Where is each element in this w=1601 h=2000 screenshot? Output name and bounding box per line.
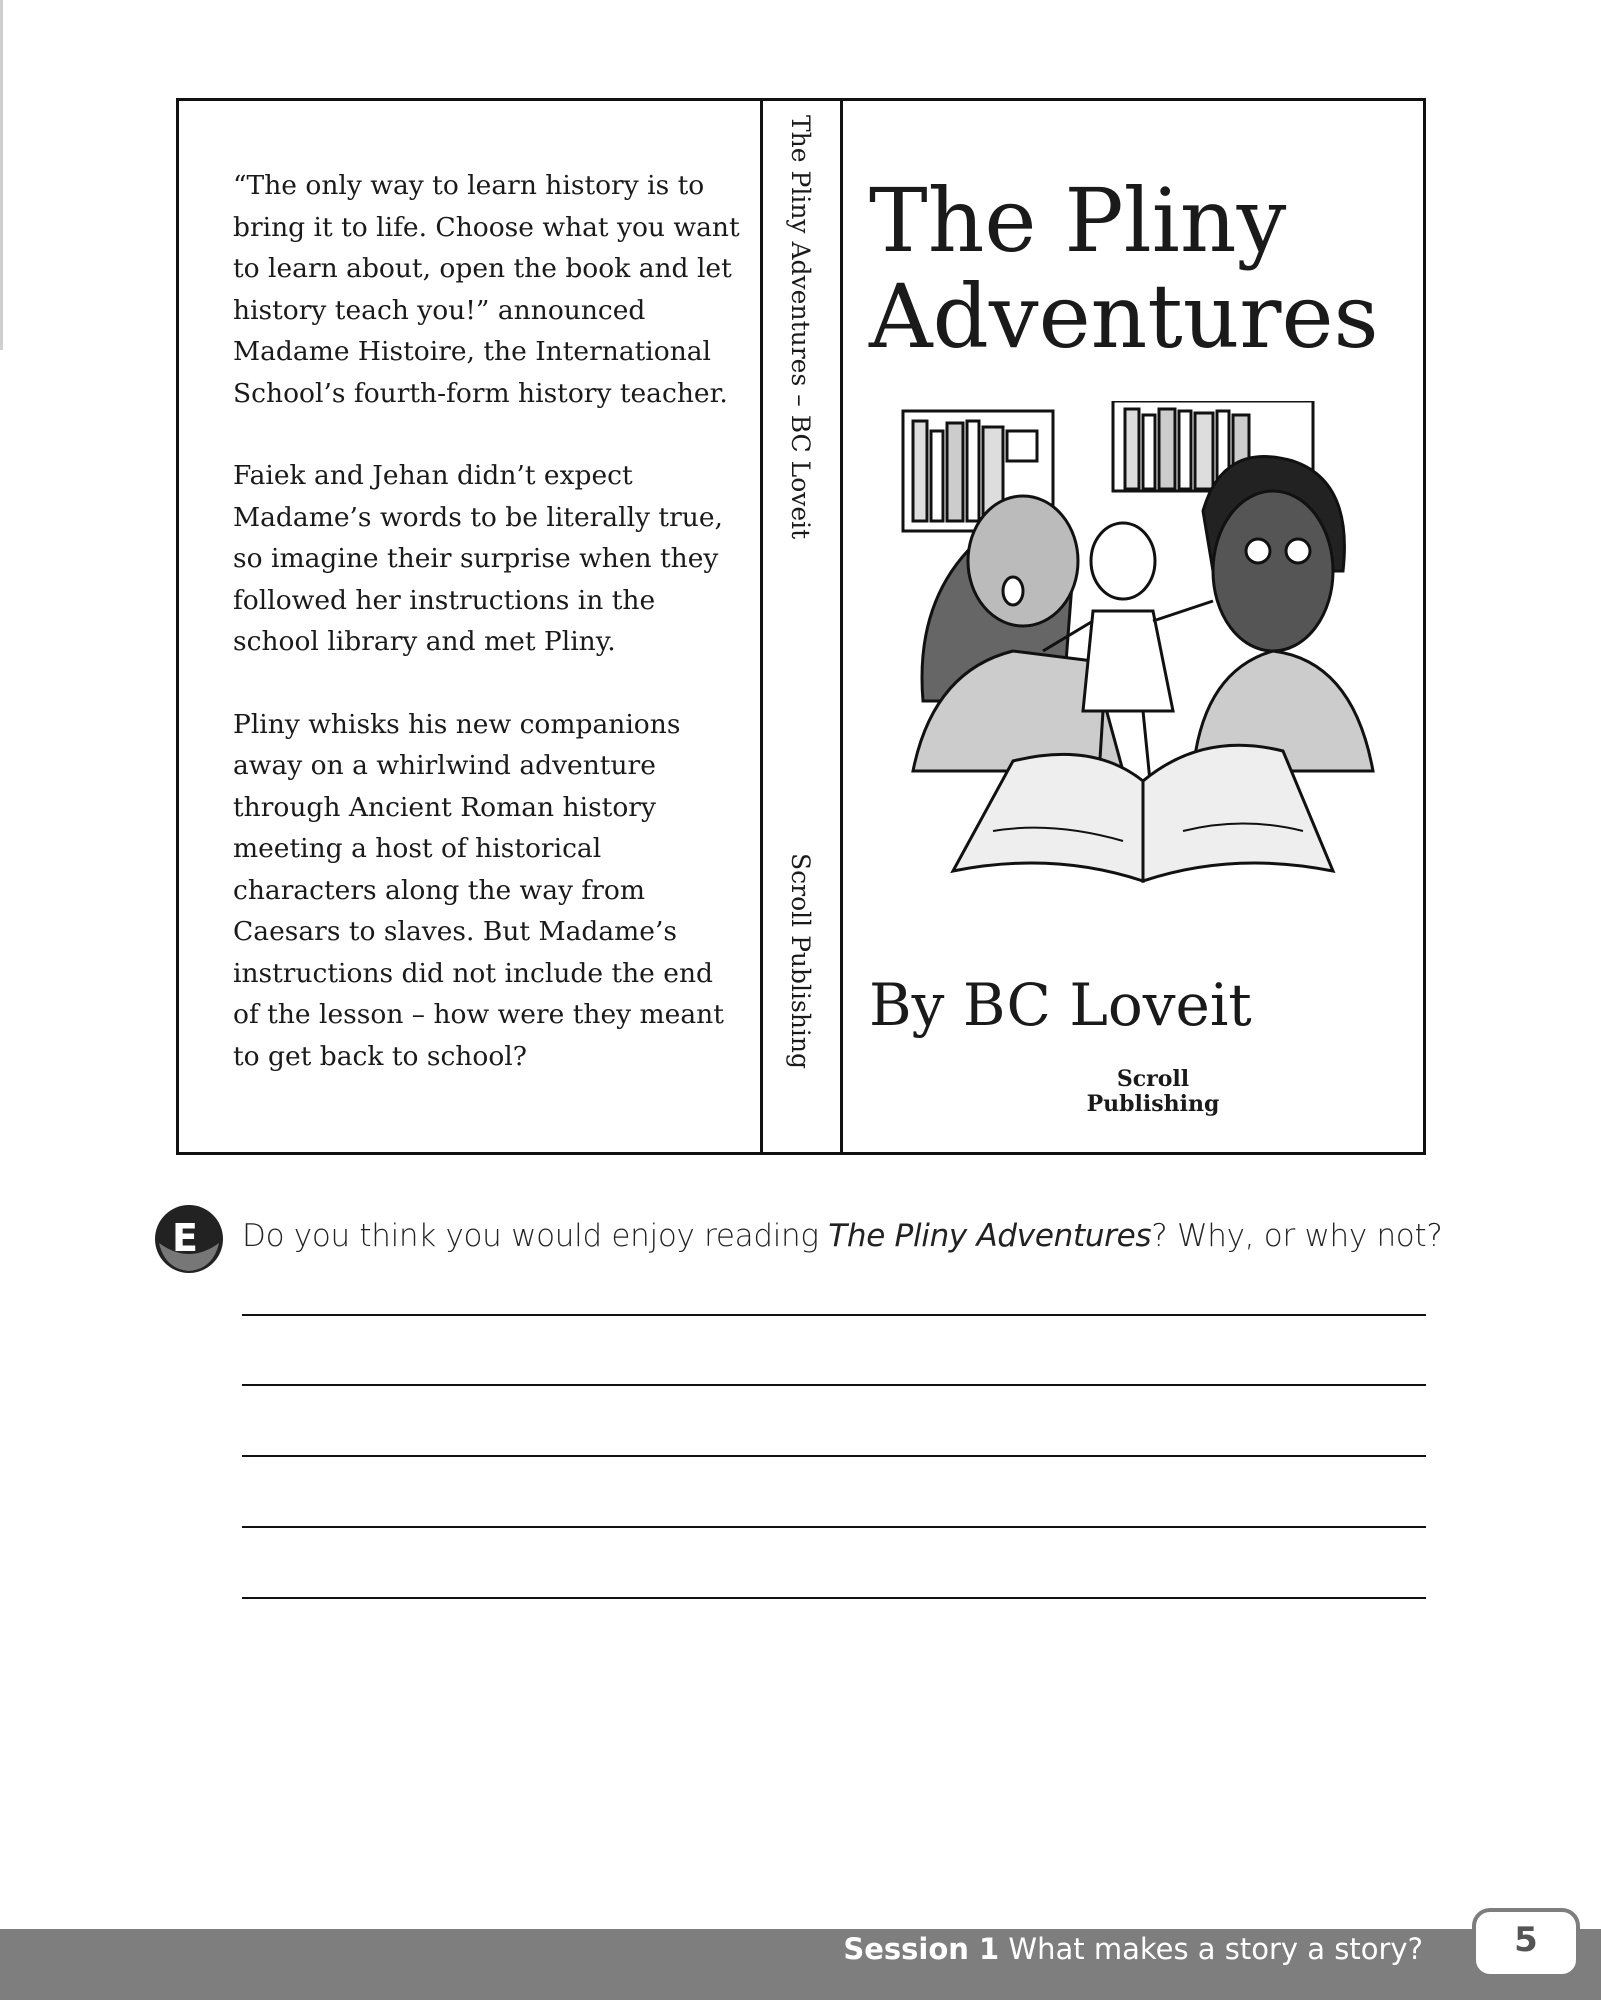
book-title-line-2: Adventures	[869, 265, 1379, 368]
publisher-logo-line-1: Scroll	[1116, 1066, 1190, 1092]
question-book-title: The Pliny Adventures	[828, 1218, 1152, 1254]
book-cover	[176, 98, 1426, 1155]
blurb-paragraph-3: Pliny whisks his new companions away on a whirlwind adventure through Ancient Roman history meeting a host of historical characters along the way from Caesars to slaves. But Madame’s instructions did not include the end of the lesson – how were they meant to get back to school?	[233, 708, 724, 1072]
question-suffix: ? Why, or why not?	[1151, 1218, 1443, 1254]
page-number: 5	[1472, 1908, 1580, 1978]
cover-illustration	[893, 401, 1393, 901]
front-cover	[843, 101, 1423, 1152]
question-prefix: Do you think you would enjoy reading	[242, 1218, 829, 1254]
book-title	[869, 169, 1379, 368]
spine-publisher: Scroll Publishing	[786, 853, 815, 1070]
publisher-logo	[1073, 1067, 1233, 1117]
footer-session-label: Session 1	[843, 1932, 1000, 1966]
publisher-logo-line-2: Publishing	[1086, 1091, 1220, 1117]
blurb-paragraph-1: “The only way to learn history is to bring it to life. Choose what you want to learn about, open the book and let history teach you!” announced Madame Histoire, the International School’s fourth-form history teacher.	[233, 170, 740, 409]
footer-session	[843, 1932, 1423, 1966]
book-author: By BC Loveit	[869, 971, 1252, 1039]
page-edge	[0, 0, 3, 350]
blurb	[233, 165, 743, 1118]
extension-badge-letter: E	[172, 1216, 198, 1260]
spine-title: The Pliny Adventures – BC Loveit	[786, 115, 815, 540]
question-text	[242, 1218, 1442, 1254]
blurb-paragraph-2: Faiek and Jehan didn’t expect Madame’s words to be literally true, so imagine their surprise when they followed her instructions in the school library and met Pliny.	[233, 460, 723, 657]
book-spine	[763, 101, 843, 1152]
answer-line-3[interactable]	[242, 1455, 1426, 1457]
answer-line-2[interactable]	[242, 1384, 1426, 1386]
footer-session-title: What makes a story a story?	[1008, 1932, 1423, 1966]
open-book	[953, 745, 1333, 881]
boy-figure	[1193, 457, 1373, 771]
book-title-line-1: The Pliny	[869, 169, 1287, 272]
answer-line-5[interactable]	[242, 1597, 1426, 1599]
answer-line-4[interactable]	[242, 1526, 1426, 1528]
back-cover	[179, 101, 763, 1152]
answer-line-1[interactable]	[242, 1314, 1426, 1316]
extension-badge-icon	[153, 1203, 225, 1275]
